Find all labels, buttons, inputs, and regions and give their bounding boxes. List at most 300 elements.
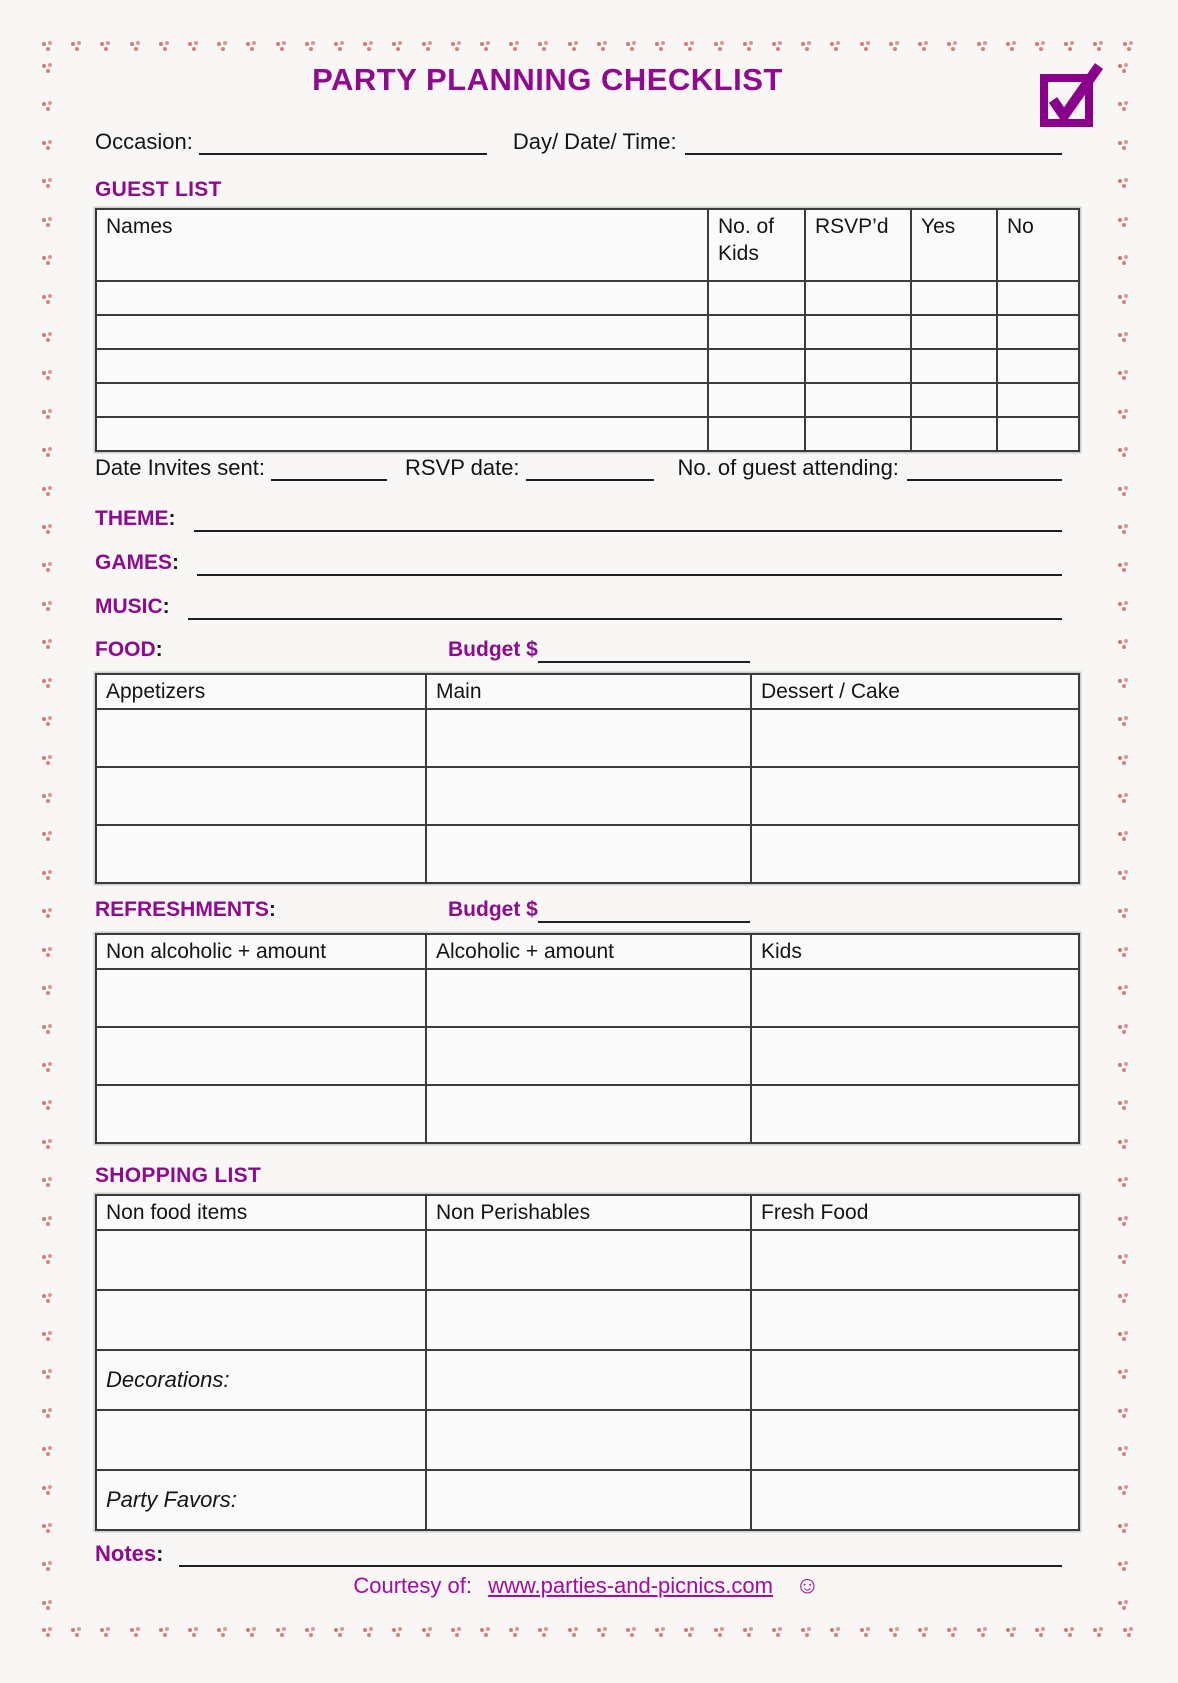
music-colon: : bbox=[162, 595, 170, 618]
empty-cell bbox=[708, 383, 805, 417]
table-row bbox=[96, 709, 1079, 767]
refreshments-budget bbox=[448, 896, 750, 923]
occasion-blank-line bbox=[199, 126, 487, 155]
dot-cluster-icon bbox=[918, 40, 929, 51]
empty-cell bbox=[911, 349, 997, 383]
empty-cell bbox=[426, 767, 751, 825]
refreshments-table bbox=[95, 933, 1080, 1144]
dot-cluster-icon bbox=[1118, 1599, 1129, 1610]
guest-col-rsvpd: RSVP’d bbox=[805, 209, 911, 281]
dot-cluster-icon bbox=[1118, 984, 1129, 995]
guest-attending-blank-line bbox=[907, 452, 1062, 481]
dot-cluster-icon bbox=[655, 40, 666, 51]
dot-cluster-icon bbox=[71, 1626, 82, 1637]
refreshments-col-alcoholic: Alcoholic + amount bbox=[426, 934, 751, 969]
dot-cluster-icon bbox=[626, 1626, 637, 1637]
dot-cluster-icon bbox=[42, 638, 53, 649]
dot-cluster-icon bbox=[1118, 1292, 1129, 1303]
games-blank-line bbox=[197, 547, 1062, 576]
empty-cell bbox=[751, 1410, 1079, 1470]
dot-cluster-icon bbox=[42, 62, 53, 73]
row-label: Party Favors: bbox=[106, 1487, 237, 1512]
dot-cluster-icon bbox=[480, 1626, 491, 1637]
dot-cluster-icon bbox=[42, 1330, 53, 1341]
dot-cluster-icon bbox=[1118, 1023, 1129, 1034]
shopping-table-header-row bbox=[96, 1195, 1079, 1230]
dot-cluster-icon bbox=[1118, 216, 1129, 227]
empty-cell bbox=[911, 383, 997, 417]
empty-cell bbox=[751, 1290, 1079, 1350]
shopping-col-non-perishables: Non Perishables bbox=[426, 1195, 751, 1230]
dot-cluster-icon bbox=[159, 1626, 170, 1637]
dot-cluster-icon bbox=[1118, 1560, 1129, 1571]
dot-cluster-icon bbox=[42, 1023, 53, 1034]
dot-cluster-icon bbox=[42, 1560, 53, 1571]
empty-cell bbox=[96, 349, 708, 383]
date-invites-sent-label: Date Invites sent: bbox=[95, 455, 265, 480]
dot-cluster-icon bbox=[334, 1626, 345, 1637]
dot-cluster-icon bbox=[1118, 139, 1129, 150]
guest-list-table bbox=[95, 208, 1080, 452]
table-row bbox=[96, 417, 1079, 451]
dot-cluster-icon bbox=[1064, 40, 1075, 51]
table-row bbox=[96, 1350, 1079, 1410]
dot-cluster-icon bbox=[655, 1626, 666, 1637]
dot-cluster-icon bbox=[305, 1626, 316, 1637]
dot-cluster-icon bbox=[947, 1626, 958, 1637]
food-table bbox=[95, 673, 1080, 884]
empty-cell bbox=[805, 349, 911, 383]
dot-cluster-icon bbox=[392, 40, 403, 51]
dot-cluster-icon bbox=[42, 754, 53, 765]
refreshments-budget-blank-line bbox=[538, 897, 750, 923]
dot-cluster-icon bbox=[42, 1626, 53, 1637]
dot-cluster-icon bbox=[772, 1626, 783, 1637]
empty-cell bbox=[751, 1027, 1079, 1085]
empty-cell bbox=[708, 349, 805, 383]
empty-cell bbox=[96, 1085, 426, 1143]
dot-cluster-icon bbox=[597, 1626, 608, 1637]
dot-cluster-icon bbox=[1118, 254, 1129, 265]
dot-cluster-icon bbox=[1118, 600, 1129, 611]
dot-cluster-icon bbox=[743, 40, 754, 51]
refreshments-heading-row bbox=[95, 896, 1062, 923]
dot-cluster-icon bbox=[801, 1626, 812, 1637]
empty-cell bbox=[96, 383, 708, 417]
dot-cluster-icon bbox=[42, 561, 53, 572]
dot-cluster-icon bbox=[42, 1176, 53, 1187]
empty-cell bbox=[751, 825, 1079, 883]
empty-cell bbox=[96, 825, 426, 883]
food-budget bbox=[448, 636, 750, 663]
empty-cell bbox=[997, 349, 1079, 383]
dot-cluster-icon bbox=[977, 1626, 988, 1637]
dot-cluster-icon bbox=[1006, 1626, 1017, 1637]
empty-cell bbox=[426, 1290, 751, 1350]
refreshments-colon: : bbox=[268, 898, 276, 921]
dot-cluster-icon bbox=[246, 1626, 257, 1637]
dot-cluster-icon bbox=[1035, 40, 1046, 51]
refreshments-label: REFRESHMENTS bbox=[95, 898, 269, 921]
dot-cluster-icon bbox=[276, 40, 287, 51]
dot-cluster-icon bbox=[42, 1522, 53, 1533]
dot-cluster-icon bbox=[276, 1626, 287, 1637]
empty-cell bbox=[426, 969, 751, 1027]
empty-cell bbox=[426, 709, 751, 767]
dot-cluster-icon bbox=[1118, 715, 1129, 726]
dot-cluster-icon bbox=[597, 40, 608, 51]
music-row bbox=[95, 591, 1062, 620]
dot-cluster-icon bbox=[509, 40, 520, 51]
table-row bbox=[96, 1230, 1079, 1290]
guest-list-heading: GUEST LIST bbox=[95, 178, 222, 201]
food-heading-row bbox=[95, 636, 1062, 663]
dot-cluster-icon bbox=[42, 1099, 53, 1110]
dot-cluster-icon bbox=[42, 216, 53, 227]
occasion-row bbox=[95, 126, 1062, 155]
empty-cell bbox=[96, 417, 708, 451]
dot-cluster-icon bbox=[42, 1407, 53, 1418]
dot-cluster-icon bbox=[626, 40, 637, 51]
games-colon: : bbox=[172, 551, 180, 574]
dot-cluster-icon bbox=[714, 40, 725, 51]
dot-cluster-icon bbox=[1118, 1176, 1129, 1187]
smiley-icon: ☺ bbox=[795, 1572, 820, 1599]
table-row bbox=[96, 1410, 1079, 1470]
row-label-cell bbox=[96, 1470, 426, 1530]
dot-cluster-icon bbox=[42, 1445, 53, 1456]
table-row bbox=[96, 383, 1079, 417]
dot-cluster-icon bbox=[42, 331, 53, 342]
dot-cluster-icon bbox=[1118, 1253, 1129, 1264]
dot-cluster-icon bbox=[743, 1626, 754, 1637]
dot-cluster-icon bbox=[1118, 1445, 1129, 1456]
food-col-appetizers: Appetizers bbox=[96, 674, 426, 709]
dot-cluster-icon bbox=[1118, 1330, 1129, 1341]
empty-cell bbox=[805, 417, 911, 451]
dot-cluster-icon bbox=[130, 40, 141, 51]
music-label: MUSIC bbox=[95, 595, 163, 618]
dot-cluster-icon bbox=[42, 100, 53, 111]
empty-cell bbox=[96, 1290, 426, 1350]
empty-cell bbox=[96, 281, 708, 315]
empty-cell bbox=[751, 1230, 1079, 1290]
guest-attending-label: No. of guest attending: bbox=[677, 455, 899, 480]
dot-cluster-icon bbox=[42, 485, 53, 496]
dot-cluster-icon bbox=[100, 40, 111, 51]
empty-cell bbox=[805, 383, 911, 417]
dot-cluster-icon bbox=[42, 715, 53, 726]
shopping-list-heading: SHOPPING LIST bbox=[95, 1164, 262, 1187]
dot-cluster-icon bbox=[42, 1292, 53, 1303]
dot-cluster-icon bbox=[42, 446, 53, 457]
dot-cluster-icon bbox=[947, 40, 958, 51]
table-row bbox=[96, 1470, 1079, 1530]
food-table-header-row bbox=[96, 674, 1079, 709]
dot-cluster-icon bbox=[538, 40, 549, 51]
dot-cluster-icon bbox=[42, 369, 53, 380]
table-row bbox=[96, 825, 1079, 883]
dot-cluster-icon bbox=[977, 40, 988, 51]
empty-cell bbox=[708, 315, 805, 349]
refreshments-budget-label: Budget $ bbox=[448, 898, 538, 921]
games-row bbox=[95, 547, 1062, 576]
dot-cluster-icon bbox=[1035, 1626, 1046, 1637]
notes-blank-line bbox=[179, 1538, 1062, 1567]
dot-cluster-icon bbox=[1118, 792, 1129, 803]
footer-link[interactable]: www.parties-and-picnics.com bbox=[488, 1573, 773, 1598]
empty-cell bbox=[805, 315, 911, 349]
dot-cluster-icon bbox=[1118, 1484, 1129, 1495]
dot-cluster-icon bbox=[159, 40, 170, 51]
dot-cluster-icon bbox=[1118, 177, 1129, 188]
dot-cluster-icon bbox=[100, 1626, 111, 1637]
dot-cluster-icon bbox=[1123, 40, 1134, 51]
dot-cluster-icon bbox=[480, 40, 491, 51]
dot-cluster-icon bbox=[918, 1626, 929, 1637]
courtesy-label: Courtesy of: bbox=[353, 1573, 472, 1598]
dot-cluster-icon bbox=[1118, 485, 1129, 496]
empty-cell bbox=[751, 1085, 1079, 1143]
table-row bbox=[96, 1085, 1079, 1143]
dot-cluster-icon bbox=[1118, 1407, 1129, 1418]
dot-cluster-icon bbox=[860, 1626, 871, 1637]
dot-cluster-icon bbox=[422, 1626, 433, 1637]
dot-cluster-icon bbox=[42, 600, 53, 611]
dot-cluster-icon bbox=[42, 254, 53, 265]
dot-cluster-icon bbox=[1118, 1099, 1129, 1110]
dot-cluster-icon bbox=[42, 792, 53, 803]
dot-cluster-icon bbox=[801, 40, 812, 51]
empty-cell bbox=[751, 1350, 1079, 1410]
dot-cluster-icon bbox=[42, 139, 53, 150]
dot-cluster-icon bbox=[42, 1368, 53, 1379]
table-row bbox=[96, 315, 1079, 349]
guest-col-names: Names bbox=[96, 209, 708, 281]
dot-cluster-icon bbox=[1118, 561, 1129, 572]
rsvp-date-label: RSVP date: bbox=[404, 455, 520, 480]
day-date-time-blank-line bbox=[685, 126, 1062, 155]
day-date-time-label: Day/ Date/ Time: bbox=[512, 129, 677, 154]
table-row bbox=[96, 1027, 1079, 1085]
dot-cluster-icon bbox=[130, 1626, 141, 1637]
dot-cluster-icon bbox=[42, 40, 53, 51]
empty-cell bbox=[997, 315, 1079, 349]
empty-cell bbox=[911, 281, 997, 315]
dot-cluster-icon bbox=[1118, 100, 1129, 111]
dot-cluster-icon bbox=[42, 1138, 53, 1149]
empty-cell bbox=[426, 1085, 751, 1143]
dot-cluster-icon bbox=[538, 1626, 549, 1637]
dot-cluster-icon bbox=[1118, 331, 1129, 342]
dot-cluster-icon bbox=[42, 946, 53, 957]
refreshments-col-kids: Kids bbox=[751, 934, 1079, 969]
dot-cluster-icon bbox=[422, 40, 433, 51]
food-col-dessert-cake: Dessert / Cake bbox=[751, 674, 1079, 709]
games-label: GAMES bbox=[95, 551, 173, 574]
checked-checkbox-icon bbox=[1036, 58, 1106, 130]
food-budget-blank-line bbox=[538, 637, 750, 663]
empty-cell bbox=[96, 1027, 426, 1085]
dot-cluster-icon bbox=[1118, 523, 1129, 534]
page-title: PARTY PLANNING CHECKLIST bbox=[312, 62, 783, 97]
dot-cluster-icon bbox=[217, 40, 228, 51]
dot-cluster-icon bbox=[71, 40, 82, 51]
dot-cluster-icon bbox=[42, 1253, 53, 1264]
table-row bbox=[96, 969, 1079, 1027]
empty-cell bbox=[997, 281, 1079, 315]
table-row bbox=[96, 281, 1079, 315]
theme-colon: : bbox=[168, 507, 176, 530]
empty-cell bbox=[911, 417, 997, 451]
dot-cluster-icon bbox=[684, 40, 695, 51]
invites-row bbox=[95, 452, 1062, 481]
empty-cell bbox=[997, 383, 1079, 417]
dot-cluster-icon bbox=[714, 1626, 725, 1637]
dot-cluster-icon bbox=[1118, 408, 1129, 419]
dot-cluster-icon bbox=[1118, 677, 1129, 688]
footer bbox=[95, 1572, 1078, 1600]
empty-cell bbox=[426, 1470, 751, 1530]
empty-cell bbox=[426, 1027, 751, 1085]
empty-cell bbox=[96, 1230, 426, 1290]
decorative-border-top bbox=[42, 40, 1134, 52]
dot-cluster-icon bbox=[305, 40, 316, 51]
dot-cluster-icon bbox=[42, 830, 53, 841]
dot-cluster-icon bbox=[1118, 293, 1129, 304]
dot-cluster-icon bbox=[1123, 1626, 1134, 1637]
dot-cluster-icon bbox=[42, 1061, 53, 1072]
dot-cluster-icon bbox=[42, 869, 53, 880]
dot-cluster-icon bbox=[889, 1626, 900, 1637]
dot-cluster-icon bbox=[42, 408, 53, 419]
table-row bbox=[96, 767, 1079, 825]
occasion-label: Occasion: bbox=[95, 129, 193, 154]
notes-colon: : bbox=[156, 1541, 164, 1566]
theme-row bbox=[95, 503, 1062, 532]
dot-cluster-icon bbox=[363, 1626, 374, 1637]
dot-cluster-icon bbox=[1118, 1215, 1129, 1226]
dot-cluster-icon bbox=[1118, 369, 1129, 380]
dot-cluster-icon bbox=[451, 40, 462, 51]
dot-cluster-icon bbox=[392, 1626, 403, 1637]
empty-cell bbox=[96, 1410, 426, 1470]
decorative-border-right bbox=[1118, 62, 1130, 1610]
dot-cluster-icon bbox=[1118, 446, 1129, 457]
dot-cluster-icon bbox=[42, 523, 53, 534]
empty-cell bbox=[805, 281, 911, 315]
notes-row bbox=[95, 1538, 1062, 1567]
guest-col-no: No bbox=[997, 209, 1079, 281]
theme-label: THEME bbox=[95, 507, 169, 530]
music-blank-line bbox=[188, 591, 1062, 620]
dot-cluster-icon bbox=[568, 40, 579, 51]
refreshments-table-header-row bbox=[96, 934, 1079, 969]
dot-cluster-icon bbox=[42, 177, 53, 188]
theme-blank-line bbox=[194, 503, 1063, 532]
dot-cluster-icon bbox=[1118, 830, 1129, 841]
dot-cluster-icon bbox=[42, 907, 53, 918]
empty-cell bbox=[708, 281, 805, 315]
dot-cluster-icon bbox=[42, 1215, 53, 1226]
dot-cluster-icon bbox=[889, 40, 900, 51]
food-label: FOOD bbox=[95, 638, 156, 661]
dot-cluster-icon bbox=[860, 40, 871, 51]
notes-label: Notes bbox=[95, 1541, 157, 1566]
dot-cluster-icon bbox=[1118, 1368, 1129, 1379]
guest-table-header-row bbox=[96, 209, 1079, 281]
dot-cluster-icon bbox=[42, 984, 53, 995]
dot-cluster-icon bbox=[188, 40, 199, 51]
refreshments-col-non-alcoholic: Non alcoholic + amount bbox=[96, 934, 426, 969]
dot-cluster-icon bbox=[451, 1626, 462, 1637]
dot-cluster-icon bbox=[217, 1626, 228, 1637]
dot-cluster-icon bbox=[42, 1599, 53, 1610]
empty-cell bbox=[426, 1350, 751, 1410]
dot-cluster-icon bbox=[684, 1626, 695, 1637]
dot-cluster-icon bbox=[1118, 62, 1129, 73]
empty-cell bbox=[911, 315, 997, 349]
empty-cell bbox=[751, 709, 1079, 767]
dot-cluster-icon bbox=[363, 40, 374, 51]
empty-cell bbox=[96, 767, 426, 825]
empty-cell bbox=[96, 969, 426, 1027]
shopping-col-non-food-items: Non food items bbox=[96, 1195, 426, 1230]
food-col-main: Main bbox=[426, 674, 751, 709]
dot-cluster-icon bbox=[42, 293, 53, 304]
dot-cluster-icon bbox=[1118, 869, 1129, 880]
empty-cell bbox=[997, 417, 1079, 451]
dot-cluster-icon bbox=[1064, 1626, 1075, 1637]
dot-cluster-icon bbox=[1118, 638, 1129, 649]
empty-cell bbox=[751, 1470, 1079, 1530]
decorative-border-bottom bbox=[42, 1626, 1134, 1638]
table-row bbox=[96, 349, 1079, 383]
decorative-border-left bbox=[42, 62, 54, 1610]
dot-cluster-icon bbox=[1093, 40, 1104, 51]
empty-cell bbox=[426, 1230, 751, 1290]
dot-cluster-icon bbox=[1118, 1522, 1129, 1533]
guest-col-yes: Yes bbox=[911, 209, 997, 281]
date-invites-blank-line bbox=[271, 452, 387, 481]
dot-cluster-icon bbox=[830, 40, 841, 51]
empty-cell bbox=[708, 417, 805, 451]
dot-cluster-icon bbox=[1118, 1138, 1129, 1149]
row-label-cell bbox=[96, 1350, 426, 1410]
table-row bbox=[96, 1290, 1079, 1350]
empty-cell bbox=[751, 767, 1079, 825]
empty-cell bbox=[751, 969, 1079, 1027]
dot-cluster-icon bbox=[334, 40, 345, 51]
row-label: Decorations: bbox=[106, 1367, 230, 1392]
dot-cluster-icon bbox=[568, 1626, 579, 1637]
dot-cluster-icon bbox=[772, 40, 783, 51]
empty-cell bbox=[426, 825, 751, 883]
dot-cluster-icon bbox=[509, 1626, 520, 1637]
empty-cell bbox=[96, 709, 426, 767]
dot-cluster-icon bbox=[246, 40, 257, 51]
dot-cluster-icon bbox=[830, 1626, 841, 1637]
dot-cluster-icon bbox=[1118, 1061, 1129, 1072]
guest-col-no-of-kids: No. of Kids bbox=[708, 209, 805, 281]
shopping-col-fresh-food: Fresh Food bbox=[751, 1195, 1079, 1230]
dot-cluster-icon bbox=[188, 1626, 199, 1637]
empty-cell bbox=[426, 1410, 751, 1470]
dot-cluster-icon bbox=[42, 677, 53, 688]
empty-cell bbox=[96, 315, 708, 349]
rsvp-date-blank-line bbox=[526, 452, 654, 481]
dot-cluster-icon bbox=[1093, 1626, 1104, 1637]
